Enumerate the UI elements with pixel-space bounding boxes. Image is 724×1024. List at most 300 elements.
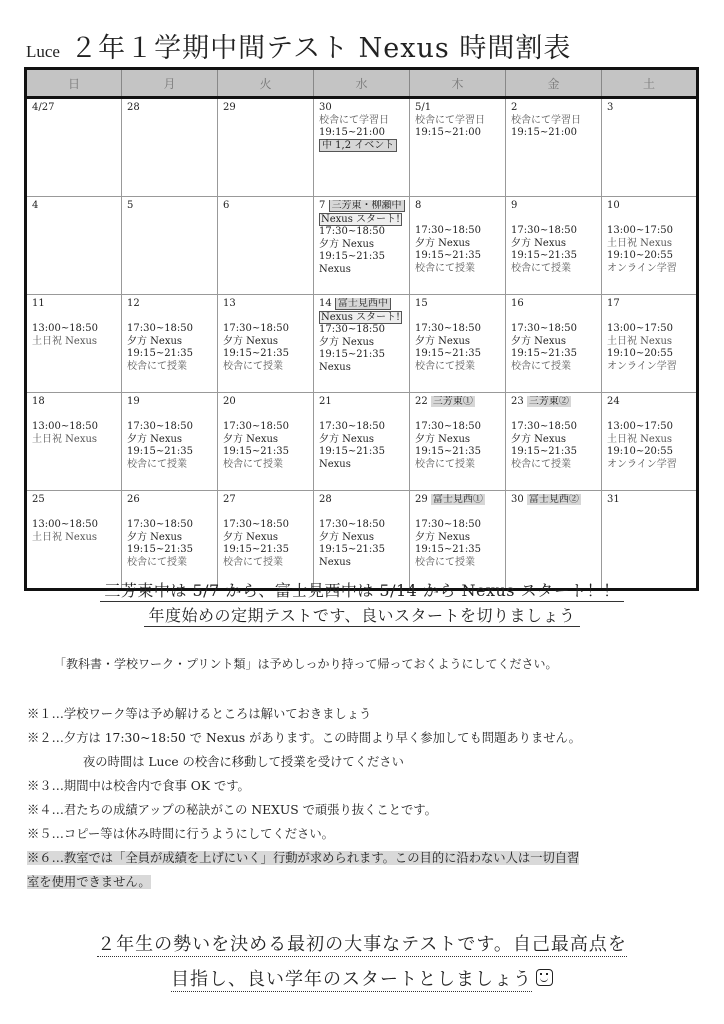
day-header bbox=[607, 298, 692, 311]
schedule-line bbox=[127, 532, 213, 545]
day-cell-content bbox=[511, 396, 597, 490]
day-number: 14 bbox=[319, 298, 332, 309]
schedule-text: 19:15~21:35 bbox=[511, 446, 578, 457]
week-row bbox=[26, 98, 698, 197]
schedule-text: 夕方 Nexus bbox=[319, 531, 375, 543]
day-header bbox=[415, 494, 501, 507]
notes-list bbox=[27, 702, 692, 894]
schedule-text: 17:30~18:50 bbox=[415, 225, 482, 236]
day-header bbox=[127, 494, 213, 507]
schedule-text: Nexus bbox=[319, 361, 351, 373]
schedule-text: 17:30~18:50 bbox=[415, 519, 482, 530]
smiley-icon bbox=[536, 969, 553, 986]
schedule-line bbox=[319, 127, 405, 140]
schedule-line bbox=[127, 507, 213, 520]
schedule-line bbox=[223, 323, 309, 336]
schedule-line bbox=[607, 238, 692, 251]
schedule-line bbox=[319, 337, 405, 350]
schedule-text: オンライン学習 bbox=[607, 360, 677, 372]
day-cell-content bbox=[511, 102, 597, 196]
schedule-text: 夕方 Nexus bbox=[127, 531, 183, 543]
schedule-line bbox=[511, 213, 597, 226]
schedule-text: 夕方 Nexus bbox=[223, 531, 279, 543]
schedule-line bbox=[415, 348, 501, 361]
day-number: 24 bbox=[607, 396, 620, 407]
day-cell bbox=[506, 98, 602, 197]
day-cell-content bbox=[223, 494, 309, 588]
schedule-line bbox=[319, 349, 405, 362]
schedule-line bbox=[223, 557, 309, 570]
schedule-text: 19:15~21:35 bbox=[223, 446, 290, 457]
day-cell-content bbox=[511, 298, 597, 392]
weekday-fri: 金 bbox=[506, 69, 602, 98]
day-header bbox=[511, 102, 597, 115]
day-cell-content bbox=[319, 200, 405, 294]
schedule-line bbox=[127, 459, 213, 472]
day-cell bbox=[218, 393, 314, 491]
schedule-line bbox=[319, 362, 405, 375]
schedule-text: 19:15~21:35 bbox=[415, 348, 482, 359]
schedule-text: 夕方 Nexus bbox=[127, 433, 183, 445]
day-header bbox=[319, 102, 405, 115]
day-cell-content bbox=[607, 298, 692, 392]
schedule-line bbox=[415, 557, 501, 570]
schedule-text: 19:10~20:55 bbox=[607, 348, 674, 359]
day-cell bbox=[602, 491, 698, 590]
day-header bbox=[415, 200, 501, 213]
schedule-line bbox=[223, 409, 309, 422]
schedule-line bbox=[511, 311, 597, 324]
schedule-text: 校舎にて授業 bbox=[223, 458, 283, 470]
day-cell bbox=[410, 393, 506, 491]
day-number: 18 bbox=[32, 396, 45, 407]
school-tag: 富士見西② bbox=[528, 494, 579, 505]
day-cell-content bbox=[127, 494, 213, 588]
schedule-text: 19:15~21:35 bbox=[223, 348, 290, 359]
day-header bbox=[511, 396, 597, 409]
schedule-text: 夕方 Nexus bbox=[223, 433, 279, 445]
schedule-line bbox=[223, 361, 309, 374]
schedule-text: 17:30~18:50 bbox=[319, 519, 386, 530]
weekday-tue: 火 bbox=[218, 69, 314, 98]
week-row bbox=[26, 393, 698, 491]
note-text: ※５…コピー等は休み時間に行うようにしてください。 bbox=[27, 827, 334, 841]
schedule-text: 校舎にて授業 bbox=[223, 556, 283, 568]
day-header bbox=[32, 298, 117, 311]
note-item bbox=[27, 870, 692, 894]
schedule-text: 13:00~18:50 bbox=[32, 421, 99, 432]
schedule-text: 夕方 Nexus bbox=[415, 335, 471, 347]
schedule-text: Nexus bbox=[319, 556, 351, 568]
schedule-text: 17:30~18:50 bbox=[511, 225, 578, 236]
schedule-line bbox=[32, 532, 117, 545]
day-header bbox=[32, 200, 117, 213]
schedule-line bbox=[415, 409, 501, 422]
schedule-text: 土日祝 Nexus bbox=[607, 335, 673, 347]
day-header bbox=[223, 102, 309, 115]
day-cell-content bbox=[607, 200, 692, 294]
day-cell bbox=[122, 295, 218, 393]
school-tag: 三芳東・柳瀬中 bbox=[329, 200, 405, 212]
schedule-line bbox=[415, 532, 501, 545]
schedule-line bbox=[32, 434, 117, 447]
schedule-line bbox=[607, 446, 692, 459]
day-cell bbox=[122, 197, 218, 295]
schedule-line bbox=[127, 421, 213, 434]
schedule-line bbox=[511, 361, 597, 374]
day-header bbox=[127, 102, 213, 115]
schedule-text: Nexus スタート! bbox=[321, 311, 401, 323]
schedule-line bbox=[319, 557, 405, 570]
day-cell bbox=[26, 393, 122, 491]
note-text: 夜の時間は Luce の校舎に移動して授業を受けてください bbox=[83, 755, 404, 769]
day-number: 27 bbox=[223, 494, 236, 505]
day-cell bbox=[410, 197, 506, 295]
schedule-line bbox=[32, 311, 117, 324]
schedule-line bbox=[32, 507, 117, 520]
day-number: 8 bbox=[415, 200, 422, 211]
schedule-line bbox=[607, 348, 692, 361]
day-header bbox=[32, 494, 117, 507]
schedule-text: 土日祝 Nexus bbox=[32, 335, 98, 347]
day-number: 5 bbox=[127, 200, 134, 211]
day-cell bbox=[26, 491, 122, 590]
schedule-text: 13:00~17:50 bbox=[607, 323, 674, 334]
day-cell-content bbox=[415, 494, 501, 588]
day-cell-content bbox=[127, 396, 213, 490]
schedule-text: 19:15~21:35 bbox=[319, 544, 386, 555]
day-cell-content bbox=[32, 200, 117, 294]
day-number: 25 bbox=[32, 494, 45, 505]
schedule-line bbox=[127, 409, 213, 422]
schedule-line bbox=[319, 446, 405, 459]
schedule-line bbox=[415, 507, 501, 520]
schedule-text: 夕方 Nexus bbox=[415, 237, 471, 249]
schedule-text: 校舎にて授業 bbox=[511, 262, 571, 274]
day-cell-content bbox=[223, 102, 309, 196]
schedule-text: Nexus bbox=[319, 458, 351, 470]
schedule-line bbox=[319, 239, 405, 252]
schedule-line bbox=[127, 446, 213, 459]
day-cell bbox=[410, 98, 506, 197]
day-header bbox=[607, 396, 692, 409]
schedule-text: 校舎にて学習日 bbox=[511, 114, 581, 126]
schedule-text: 17:30~18:50 bbox=[223, 323, 290, 334]
day-header bbox=[223, 494, 309, 507]
day-header bbox=[607, 102, 692, 115]
day-cell-content bbox=[127, 102, 213, 196]
schedule-line bbox=[319, 226, 405, 239]
schedule-line bbox=[127, 544, 213, 557]
schedule-text: 19:15~21:35 bbox=[415, 446, 482, 457]
day-header bbox=[32, 396, 117, 409]
day-number: 11 bbox=[32, 298, 45, 309]
schedule-line bbox=[223, 311, 309, 324]
day-number: 15 bbox=[415, 298, 428, 309]
day-cell-content bbox=[127, 200, 213, 294]
calendar-body bbox=[26, 98, 698, 590]
announcement-line-2 bbox=[0, 603, 724, 626]
schedule-text: 19:10~20:55 bbox=[607, 446, 674, 457]
note-text: ※２…夕方は 17:30~18:50 で Nexus があります。この時間より早く参加しても問題ありません。 bbox=[27, 731, 581, 745]
schedule-line bbox=[607, 213, 692, 226]
day-header bbox=[223, 396, 309, 409]
day-header bbox=[319, 396, 405, 409]
closing-text-2: 目指し、良い学年のスタートとしましょう bbox=[171, 969, 532, 990]
schedule-line bbox=[607, 336, 692, 349]
schedule-text: 校舎にて授業 bbox=[511, 458, 571, 470]
day-header bbox=[607, 494, 692, 507]
schedule-line bbox=[127, 348, 213, 361]
day-cell bbox=[122, 393, 218, 491]
schedule-text: 校舎にて授業 bbox=[127, 458, 187, 470]
day-cell bbox=[602, 393, 698, 491]
schedule-line bbox=[32, 409, 117, 422]
day-cell-content bbox=[32, 298, 117, 392]
day-number: 2 bbox=[511, 102, 518, 113]
day-cell bbox=[122, 98, 218, 197]
day-number: 4 bbox=[32, 200, 39, 211]
note-item bbox=[27, 798, 692, 822]
schedule-line bbox=[415, 323, 501, 336]
day-cell bbox=[218, 98, 314, 197]
day-header bbox=[511, 494, 597, 507]
day-cell bbox=[314, 393, 410, 491]
schedule-line bbox=[511, 225, 597, 238]
day-number: 7 bbox=[319, 200, 326, 211]
schedule-line bbox=[607, 434, 692, 447]
schedule-text: 17:30~18:50 bbox=[127, 323, 194, 334]
day-header bbox=[127, 396, 213, 409]
day-cell bbox=[506, 295, 602, 393]
schedule-text: 夕方 Nexus bbox=[511, 237, 567, 249]
schedule-line bbox=[127, 311, 213, 324]
day-cell-content bbox=[319, 494, 405, 588]
schedule-line bbox=[415, 459, 501, 472]
day-number: 30 bbox=[511, 494, 524, 505]
schedule-text: 夕方 Nexus bbox=[319, 238, 375, 250]
schedule-line bbox=[607, 421, 692, 434]
weekday-wed: 水 bbox=[314, 69, 410, 98]
day-cell bbox=[314, 197, 410, 295]
day-cell-content bbox=[32, 396, 117, 490]
schedule-text: 13:00~17:50 bbox=[607, 421, 674, 432]
day-number: 21 bbox=[319, 396, 332, 407]
schedule-text: 17:30~18:50 bbox=[319, 421, 386, 432]
schedule-text: Nexus スタート! bbox=[321, 213, 401, 225]
schedule-line bbox=[319, 311, 405, 325]
schedule-line bbox=[511, 238, 597, 251]
day-number: 22 bbox=[415, 396, 428, 407]
schedule-line bbox=[511, 421, 597, 434]
brand-name: Luce bbox=[26, 42, 60, 61]
day-number: 19 bbox=[127, 396, 140, 407]
schedule-text: 13:00~18:50 bbox=[32, 323, 99, 334]
day-cell-content bbox=[415, 102, 501, 196]
day-header bbox=[511, 200, 597, 213]
day-cell bbox=[218, 295, 314, 393]
schedule-line bbox=[607, 311, 692, 324]
day-number: 6 bbox=[223, 200, 230, 211]
schedule-line bbox=[223, 336, 309, 349]
schedule-line bbox=[511, 459, 597, 472]
schedule-text: 17:30~18:50 bbox=[415, 323, 482, 334]
school-tag: 三芳東② bbox=[528, 396, 569, 407]
instruction-text: 「教科書・学校ワーク・プリント類」は予めしっかり持って帰っておくようにしてください。 bbox=[54, 657, 558, 671]
schedule-line bbox=[319, 434, 405, 447]
schedule-text: 19:15~21:35 bbox=[127, 544, 194, 555]
day-cell bbox=[26, 197, 122, 295]
day-header bbox=[511, 298, 597, 311]
schedule-line bbox=[32, 519, 117, 532]
day-header bbox=[223, 200, 309, 213]
schedule-line bbox=[415, 225, 501, 238]
day-number: 4/27 bbox=[32, 102, 55, 113]
day-cell bbox=[410, 295, 506, 393]
schedule-text: 17:30~18:50 bbox=[223, 421, 290, 432]
day-cell-content bbox=[32, 494, 117, 588]
schedule-text: 夕方 Nexus bbox=[415, 531, 471, 543]
schedule-line bbox=[223, 507, 309, 520]
day-number: 13 bbox=[223, 298, 236, 309]
schedule-text: 夕方 Nexus bbox=[511, 433, 567, 445]
note-text: ※３…期間中は校舎内で食事 OK です。 bbox=[27, 779, 250, 793]
week-row bbox=[26, 295, 698, 393]
day-number: 5/1 bbox=[415, 102, 432, 113]
schedule-line bbox=[607, 225, 692, 238]
day-header bbox=[415, 396, 501, 409]
school-tag: 富士見西① bbox=[432, 494, 483, 505]
day-cell bbox=[602, 295, 698, 393]
note-item bbox=[27, 702, 692, 726]
schedule-text: 校舎にて授業 bbox=[127, 360, 187, 372]
schedule-line bbox=[32, 323, 117, 336]
page-title bbox=[26, 26, 571, 65]
schedule-text: 19:15~21:00 bbox=[415, 127, 482, 138]
day-cell-content bbox=[223, 298, 309, 392]
schedule-line bbox=[607, 361, 692, 374]
day-header bbox=[607, 200, 692, 213]
schedule-text: Nexus bbox=[319, 263, 351, 275]
day-cell-content bbox=[415, 200, 501, 294]
schedule-line bbox=[32, 336, 117, 349]
day-header bbox=[415, 102, 501, 115]
schedule-text: 17:30~18:50 bbox=[511, 323, 578, 334]
schedule-line bbox=[127, 361, 213, 374]
day-cell bbox=[410, 491, 506, 590]
day-number: 28 bbox=[319, 494, 332, 505]
schedule-line bbox=[223, 544, 309, 557]
day-number: 16 bbox=[511, 298, 524, 309]
note-text: 室を使用できません。 bbox=[27, 875, 151, 889]
day-header bbox=[127, 298, 213, 311]
weekday-mon: 月 bbox=[122, 69, 218, 98]
week-row bbox=[26, 197, 698, 295]
day-cell bbox=[602, 98, 698, 197]
schedule-line bbox=[415, 263, 501, 276]
day-cell-content bbox=[511, 200, 597, 294]
schedule-text: 中 1,2 イベント bbox=[319, 139, 397, 152]
day-cell-content bbox=[127, 298, 213, 392]
schedule-line bbox=[319, 115, 405, 128]
schedule-text: 校舎にて授業 bbox=[415, 458, 475, 470]
schedule-line bbox=[415, 311, 501, 324]
schedule-line bbox=[127, 323, 213, 336]
schedule-line bbox=[607, 459, 692, 472]
schedule-line bbox=[319, 544, 405, 557]
schedule-line bbox=[319, 421, 405, 434]
schedule-text: 13:00~18:50 bbox=[32, 519, 99, 530]
schedule-line bbox=[511, 115, 597, 128]
schedule-line bbox=[415, 336, 501, 349]
note-item bbox=[27, 846, 692, 870]
schedule-text: 夕方 Nexus bbox=[319, 433, 375, 445]
school-tag: 三芳東① bbox=[432, 396, 473, 407]
day-header bbox=[415, 298, 501, 311]
schedule-line bbox=[319, 459, 405, 472]
schedule-text: 19:15~21:35 bbox=[319, 446, 386, 457]
schedule-line bbox=[127, 336, 213, 349]
day-cell bbox=[506, 491, 602, 590]
schedule-text: オンライン学習 bbox=[607, 458, 677, 470]
schedule-text: 夕方 Nexus bbox=[319, 336, 375, 348]
day-number: 23 bbox=[511, 396, 524, 407]
day-cell bbox=[218, 197, 314, 295]
weekday-sun: 日 bbox=[26, 69, 122, 98]
schedule-line bbox=[319, 324, 405, 337]
schedule-text: 校舎にて授業 bbox=[511, 360, 571, 372]
day-header bbox=[127, 200, 213, 213]
schedule-line bbox=[319, 409, 405, 422]
schedule-line bbox=[415, 127, 501, 140]
school-tag: 富士見西中 bbox=[335, 298, 391, 310]
day-cell bbox=[314, 295, 410, 393]
schedule-text: 土日祝 Nexus bbox=[32, 531, 98, 543]
schedule-line bbox=[511, 434, 597, 447]
schedule-text: オンライン学習 bbox=[607, 262, 677, 274]
day-number: 10 bbox=[607, 200, 620, 211]
schedule-line bbox=[223, 348, 309, 361]
weekday-sat: 土 bbox=[602, 69, 698, 98]
weekday-thu: 木 bbox=[410, 69, 506, 98]
schedule-text: 19:15~21:35 bbox=[319, 349, 386, 360]
schedule-text: 17:30~18:50 bbox=[415, 421, 482, 432]
day-cell bbox=[122, 491, 218, 590]
schedule-calendar bbox=[24, 67, 699, 591]
schedule-line bbox=[415, 434, 501, 447]
day-number: 9 bbox=[511, 200, 518, 211]
schedule-line bbox=[319, 507, 405, 520]
schedule-text: 校舎にて学習日 bbox=[319, 114, 389, 126]
day-cell-content bbox=[223, 396, 309, 490]
schedule-text: 土日祝 Nexus bbox=[607, 237, 673, 249]
schedule-text: 19:15~21:35 bbox=[511, 250, 578, 261]
schedule-line bbox=[32, 421, 117, 434]
schedule-line bbox=[415, 213, 501, 226]
closing-line-1 bbox=[0, 930, 724, 956]
schedule-line bbox=[415, 115, 501, 128]
note-text: ※６…教室では「全員が成績を上げにいく」行動が求められます。この目的に沿わない人は一切自習 bbox=[27, 851, 580, 865]
note-item bbox=[27, 822, 692, 846]
schedule-line bbox=[319, 251, 405, 264]
schedule-line bbox=[511, 263, 597, 276]
schedule-text: 19:15~21:35 bbox=[319, 251, 386, 262]
day-number: 12 bbox=[127, 298, 140, 309]
day-cell bbox=[26, 295, 122, 393]
schedule-line bbox=[223, 459, 309, 472]
day-number: 3 bbox=[607, 102, 614, 113]
closing-line-2 bbox=[0, 965, 724, 991]
